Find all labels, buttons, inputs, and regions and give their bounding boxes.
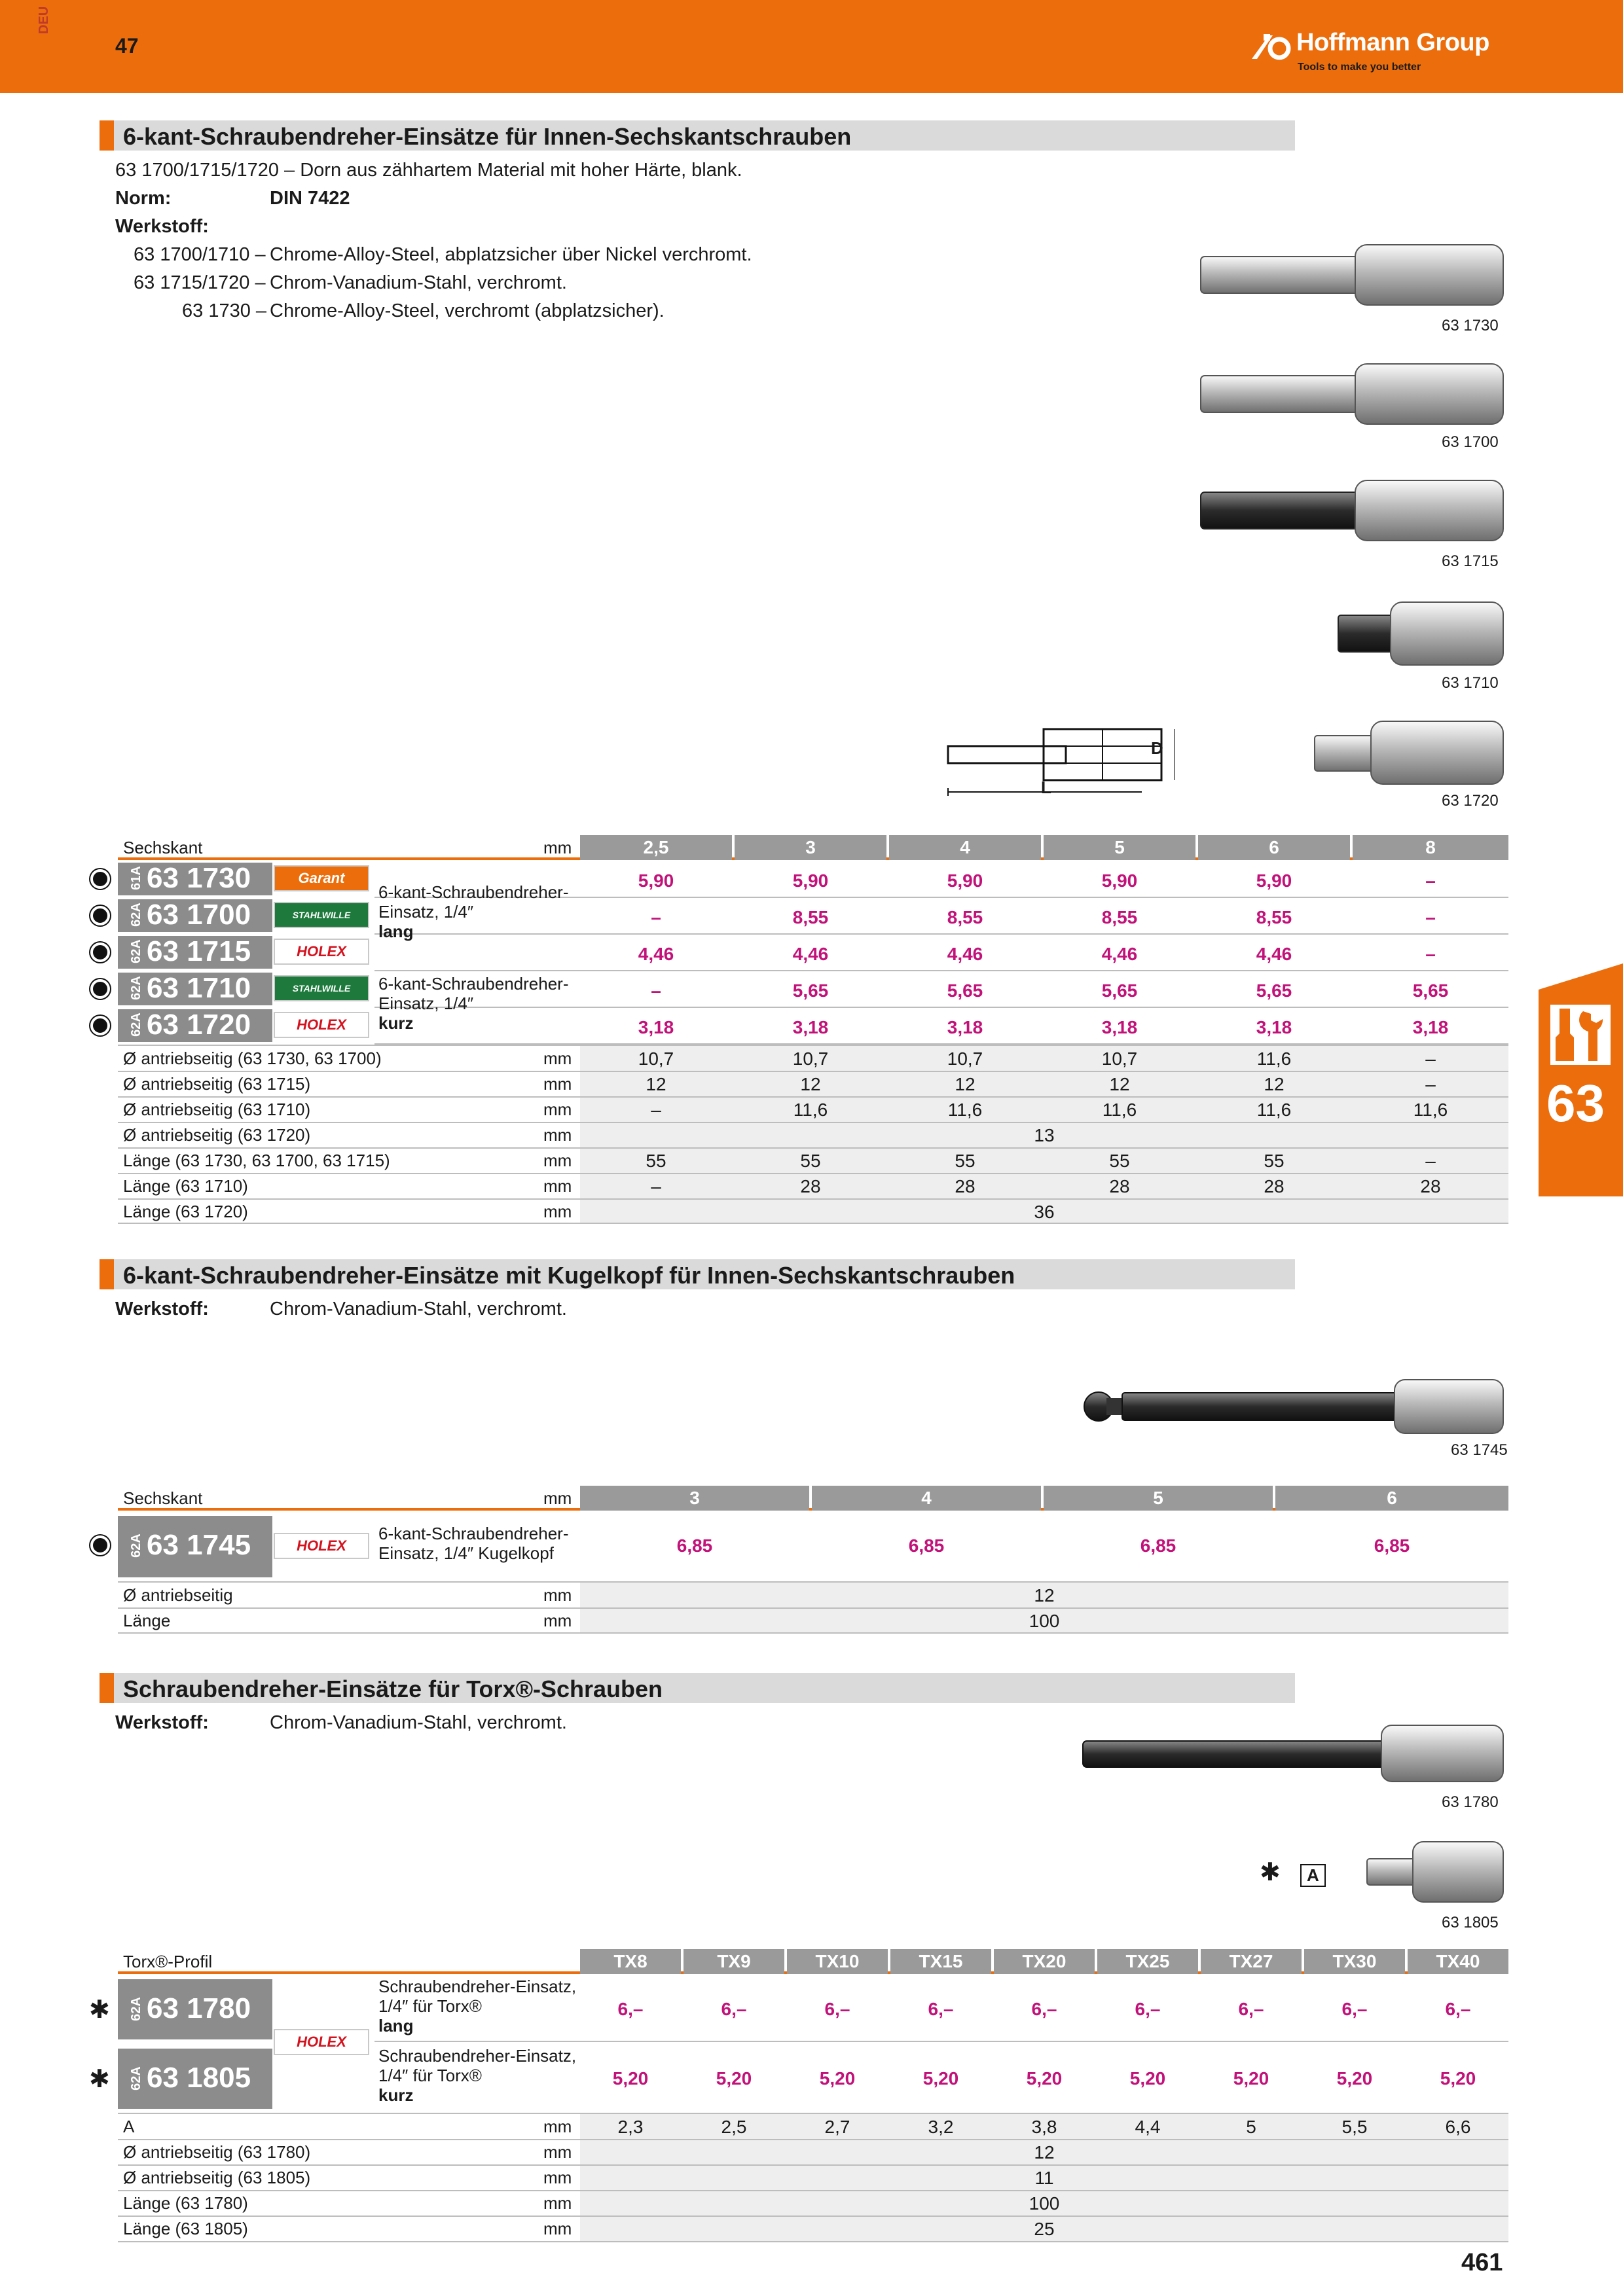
article-description [378, 2046, 576, 2105]
price-cell: 5,90 [947, 870, 983, 891]
spec-value: 11,6 [1102, 1100, 1137, 1120]
article-number: 63 1700 [147, 899, 251, 931]
price-cell: 6,– [1031, 1999, 1057, 2019]
unit-label: mm [543, 1585, 572, 1605]
size-header: 2,5 [580, 835, 732, 860]
description-line: Schraubendreher-Einsatz, [378, 1977, 577, 1996]
article-description [378, 882, 569, 941]
catalog-page-number: 47 [115, 34, 139, 58]
spec-value: 3,2 [928, 2117, 954, 2137]
image-caption: 63 1780 [1442, 1793, 1499, 1811]
size-header: TX40 [1408, 1949, 1508, 1974]
price-cell: 3,18 [1256, 1017, 1292, 1037]
row-divider [118, 2190, 1508, 2191]
spec-value: – [1425, 1049, 1436, 1069]
price-cell: 5,65 [1412, 980, 1449, 1001]
price-cell: 6,85 [676, 1535, 713, 1556]
technical-drawing [945, 723, 1175, 801]
description-line: 1/4″ für Torx® [378, 1996, 482, 2016]
unit-label: mm [543, 1100, 572, 1119]
spec-label: Länge (63 1720) [123, 1202, 248, 1221]
torx-star-icon: ✱ [1260, 1859, 1281, 1886]
spec-value-span: 100 [1029, 1611, 1060, 1631]
spec-label: Ø antriebseitig (63 1805) [123, 2168, 311, 2187]
row-divider [118, 1122, 1508, 1123]
image-caption: 63 1700 [1442, 433, 1499, 451]
price-cell: 8,55 [1256, 907, 1292, 927]
row-divider [118, 1581, 1508, 1583]
spec-value-span: 25 [1034, 2219, 1055, 2239]
brand-logo-holex: HOLEX [274, 2029, 369, 2055]
spec-value: – [651, 1176, 661, 1196]
price-cell: 4,46 [1101, 944, 1138, 964]
price-cell: 5,65 [947, 980, 983, 1001]
price-cell: 6,– [928, 1999, 954, 2019]
spec-value: – [651, 1100, 661, 1120]
price-cell: 5,65 [792, 980, 829, 1001]
article-number-box[interactable] [118, 936, 272, 969]
brand-logo-holex: HOLEX [274, 1012, 369, 1038]
spec-value: 10,7 [1101, 1049, 1138, 1069]
unit-label: mm [543, 2117, 572, 2136]
price-cell: 8,55 [1101, 907, 1138, 927]
size-header: TX27 [1201, 1949, 1302, 1974]
size-header: 3 [580, 1486, 809, 1511]
chapter-number: 63 [1546, 1074, 1605, 1132]
description-line: kurz [378, 2085, 414, 2105]
drawing-label-a: A [1300, 1864, 1326, 1887]
row-divider [118, 2241, 1508, 2242]
spec-label: Ø antriebseitig (63 1715) [123, 1074, 311, 1094]
price-cell: 6,– [1445, 1999, 1471, 2019]
spec-label: A [123, 2117, 135, 2136]
price-cell: – [651, 980, 661, 1001]
row-divider [118, 2215, 1508, 2217]
price-cell: – [651, 907, 661, 927]
brand-name: Hoffmann Group [1296, 29, 1489, 56]
price-cell: 5,20 [819, 2068, 856, 2089]
description-line: 1/4″ für Torx® [378, 2066, 482, 2085]
article-number-box[interactable] [118, 973, 272, 1005]
material-ref: 63 1700/1710 – [134, 244, 266, 265]
unit-label: mm [543, 1074, 572, 1094]
article-number-box[interactable] [118, 1979, 272, 2039]
unit-label: mm [543, 1202, 572, 1221]
page-number: 461 [1461, 2249, 1503, 2276]
size-header: TX30 [1304, 1949, 1405, 1974]
size-header: TX20 [994, 1949, 1095, 1974]
row-divider [118, 1198, 1508, 1200]
description-line: Einsatz, 1/4″ [378, 994, 474, 1013]
price-cell: 4,46 [1256, 944, 1292, 964]
spec-label: Länge (63 1710) [123, 1176, 248, 1196]
size-header: TX25 [1097, 1949, 1198, 1974]
price-cell: 8,55 [947, 907, 983, 927]
material-ref: 63 1730 – [182, 300, 267, 321]
description-line: kurz [378, 1013, 414, 1033]
spec-value: 10,7 [947, 1049, 983, 1069]
article-prefix: 62A [128, 2066, 143, 2090]
spec-value: 11,6 [1413, 1100, 1448, 1120]
torx-long-socket-image [1080, 1723, 1506, 1784]
image-caption: 63 1715 [1442, 552, 1499, 570]
article-prefix: 62A [128, 1013, 143, 1037]
price-cell: 5,20 [1440, 2068, 1476, 2089]
price-cell: 6,85 [908, 1535, 945, 1556]
image-caption: 63 1805 [1442, 1914, 1499, 1931]
size-header: TX9 [684, 1949, 784, 1974]
row-divider [118, 2164, 1508, 2166]
price-cell: 3,18 [792, 1017, 829, 1037]
spec-value-span: 100 [1029, 2193, 1060, 2214]
article-number: 63 1745 [147, 1529, 251, 1561]
section3-title-text: Schraubendreher-Einsätze für Torx®-Schrauben [123, 1676, 663, 1702]
availability-dot [90, 1535, 110, 1555]
price-cell: – [1425, 944, 1436, 964]
table-head-label: Torx®-Profil [123, 1952, 213, 1971]
spec-value: 11,6 [793, 1100, 828, 1120]
price-cell: 6,85 [1374, 1535, 1410, 1556]
image-caption: 63 1710 [1442, 674, 1499, 692]
article-number: 63 1710 [147, 972, 251, 1004]
price-cell: 5,20 [716, 2068, 752, 2089]
row-divider [118, 1607, 1508, 1609]
section2-title [100, 1259, 1295, 1289]
row-divider [118, 1071, 1508, 1072]
unit-label: mm [543, 1488, 572, 1508]
availability-dot [90, 979, 110, 999]
spec-value: – [1425, 1151, 1436, 1171]
drawing-label-d: D [1151, 738, 1163, 758]
unit-label: mm [543, 1125, 572, 1145]
description-line: Schraubendreher-Einsatz, [378, 2046, 577, 2066]
drawing-label-l: L [1041, 778, 1051, 797]
article-number: 63 1715 [147, 935, 251, 967]
socket-long-image [1198, 242, 1506, 308]
spec-value: 12 [800, 1074, 821, 1094]
description-line: lang [378, 922, 414, 941]
spec-value: 28 [1109, 1176, 1130, 1196]
brand-logo-stahlwille: STAHLWILLE [274, 975, 369, 1001]
spec-value-span: 12 [1034, 2142, 1055, 2162]
row-divider [374, 2041, 1508, 2042]
row-divider [118, 2113, 1508, 2114]
brand-logo-holex: HOLEX [274, 939, 369, 965]
spec-label: Länge (63 1805) [123, 2219, 248, 2238]
availability-dot [90, 869, 110, 889]
price-cell: 6,– [721, 1999, 747, 2019]
spec-value: 55 [1109, 1151, 1130, 1171]
spec-value: 10,7 [792, 1049, 829, 1069]
price-cell: 3,18 [638, 1017, 674, 1037]
material-label: Werkstoff: [115, 1299, 209, 1319]
spec-label: Länge (63 1780) [123, 2193, 248, 2213]
availability-dot [90, 906, 110, 925]
spec-label: Länge (63 1730, 63 1700, 63 1715) [123, 1151, 390, 1170]
article-prefix: 62A [128, 976, 143, 1000]
socket-short-image [1336, 600, 1506, 668]
material-text: Chrom-Vanadium-Stahl, verchromt. [270, 1299, 567, 1319]
spec-value: 12 [646, 1074, 666, 1094]
spec-value: 12 [1109, 1074, 1130, 1094]
spec-label: Ø antriebseitig (63 1730, 63 1700) [123, 1049, 382, 1068]
price-cell: 3,18 [947, 1017, 983, 1037]
price-cell: 5,20 [1336, 2068, 1373, 2089]
brand-logo-stahlwille: STAHLWILLE [274, 902, 369, 928]
row-divider [118, 1173, 1508, 1174]
article-number: 63 1805 [147, 2062, 251, 2094]
spec-value: 11,6 [1256, 1049, 1292, 1069]
row-divider [118, 2139, 1508, 2140]
screwdriver-wrench-icon [1550, 1005, 1611, 1065]
spec-value: 2,3 [617, 2117, 644, 2137]
unit-label: mm [543, 1176, 572, 1196]
price-cell: 5,90 [1256, 870, 1292, 891]
image-caption: 63 1730 [1442, 317, 1499, 334]
price-cell: 6,– [824, 1999, 850, 2019]
material-text: Chrome-Alloy-Steel, verchromt (abplatzsicher). [270, 300, 665, 321]
price-cell: 5,90 [1101, 870, 1138, 891]
spec-value: 55 [646, 1151, 666, 1171]
section3-title [100, 1673, 1295, 1703]
price-cell: 6,– [1135, 1999, 1161, 2019]
price-cell: 5,90 [792, 870, 829, 891]
spec-value: 12 [1264, 1074, 1285, 1094]
size-header: 6 [1198, 835, 1350, 860]
size-header: 4 [812, 1486, 1041, 1511]
price-cell: 5,65 [1256, 980, 1292, 1001]
spec-value: 28 [955, 1176, 976, 1196]
price-cell: 3,18 [1412, 1017, 1449, 1037]
unit-label: mm [543, 1151, 572, 1170]
article-number-box[interactable] [118, 2049, 272, 2109]
price-cell: 6,85 [1140, 1535, 1176, 1556]
unit-label: mm [543, 1049, 572, 1068]
spec-label: Ø antriebseitig (63 1720) [123, 1125, 311, 1145]
unit-label: mm [543, 2193, 572, 2213]
brand-logo[interactable] [1244, 26, 1519, 79]
price-cell: 3,18 [1101, 1017, 1138, 1037]
spec-value: 55 [1264, 1151, 1285, 1171]
size-header: 5 [1044, 1486, 1273, 1511]
price-cell: – [1425, 907, 1436, 927]
socket-long-image [1198, 361, 1506, 427]
article-number-box[interactable] [118, 1516, 272, 1577]
brand-tagline: Tools to make you better [1298, 62, 1421, 73]
size-header: 3 [735, 835, 886, 860]
brand-logo-holex: HOLEX [274, 1533, 369, 1559]
size-header: TX8 [580, 1949, 681, 1974]
size-header: 4 [889, 835, 1041, 860]
spec-value: 55 [800, 1151, 821, 1171]
description-line: Einsatz, 1/4″ [378, 902, 474, 922]
size-header: 6 [1275, 1486, 1508, 1511]
price-cell: – [1425, 870, 1436, 891]
spec-value-span: 11 [1034, 2168, 1054, 2188]
description-line: 6-kant-Schraubendreher- [378, 882, 569, 902]
material-ref: 63 1715/1720 – [134, 272, 266, 293]
section1-title [100, 120, 1295, 151]
price-cell: 6,– [1341, 1999, 1368, 2019]
spec-value: 5,5 [1341, 2117, 1368, 2137]
spec-value: 12 [955, 1074, 976, 1094]
spec-label: Ø antriebseitig [123, 1585, 233, 1605]
socket-long-image [1198, 478, 1506, 543]
size-header: TX10 [787, 1949, 888, 1974]
size-header: TX15 [890, 1949, 991, 1974]
spec-label: Ø antriebseitig (63 1780) [123, 2142, 311, 2162]
spec-value-span: 36 [1034, 1202, 1055, 1222]
spec-value: 5 [1246, 2117, 1256, 2137]
description-line: lang [378, 2016, 414, 2036]
spec-value: 10,7 [638, 1049, 674, 1069]
region-code: DEU [37, 6, 51, 34]
spec-value: 11,6 [947, 1100, 983, 1120]
spec-value: 28 [1264, 1176, 1285, 1196]
row-divider [118, 1096, 1508, 1098]
price-cell: 5,65 [1101, 980, 1138, 1001]
article-number-box[interactable] [118, 863, 272, 895]
price-cell: 5,20 [1233, 2068, 1269, 2089]
spec-value: – [1425, 1074, 1436, 1094]
spec-value: 6,6 [1445, 2117, 1471, 2137]
image-caption: 63 1720 [1442, 792, 1499, 810]
price-cell: 4,46 [638, 944, 674, 964]
article-prefix: 62A [128, 939, 143, 963]
norm-value: DIN 7422 [270, 188, 350, 209]
availability-dot [90, 942, 110, 962]
spec-label: Ø antriebseitig (63 1710) [123, 1100, 311, 1119]
price-cell: 6,– [1238, 1999, 1264, 2019]
spec-value: 11,6 [1256, 1100, 1292, 1120]
article-description [378, 974, 569, 1033]
image-caption: 63 1745 [1451, 1441, 1508, 1459]
unit-label: mm [543, 838, 572, 857]
unit-label: mm [543, 2168, 572, 2187]
spec-value: 4,4 [1135, 2117, 1161, 2137]
spec-value: 28 [800, 1176, 821, 1196]
article-description [378, 1977, 576, 2036]
price-cell: 5,20 [1129, 2068, 1166, 2089]
price-cell: 6,– [617, 1999, 644, 2019]
row-divider [118, 1147, 1508, 1149]
material-text: Chrome-Alloy-Steel, abplatzsicher über Nickel verchromt. [270, 244, 752, 265]
article-number: 63 1730 [147, 862, 251, 894]
article-number: 63 1780 [147, 1992, 251, 2024]
description-line: 6-kant-Schraubendreher- [378, 1524, 569, 1543]
brand-logo-garant: Garant [274, 865, 369, 891]
row-divider [118, 1045, 1508, 1046]
unit-label: mm [543, 2142, 572, 2162]
spec-value: 55 [955, 1151, 976, 1171]
price-cell: 5,20 [612, 2068, 649, 2089]
hoffmann-logo-icon [1249, 30, 1291, 62]
spec-value: 2,7 [824, 2117, 850, 2137]
row-divider [118, 1223, 1508, 1224]
availability-dot [90, 1016, 110, 1035]
article-number: 63 1720 [147, 1009, 251, 1041]
description-line: Einsatz, 1/4″ Kugelkopf [378, 1543, 554, 1563]
ball-end-socket-image [1080, 1378, 1506, 1435]
spec-value-span: 13 [1034, 1125, 1055, 1145]
article-number-box[interactable] [118, 1009, 272, 1042]
socket-short-image [1312, 719, 1506, 787]
article-prefix: 62A [128, 903, 143, 927]
material-text: Chrom-Vanadium-Stahl, verchromt. [270, 272, 567, 293]
section1-intro: 63 1700/1715/1720 – Dorn aus zähhartem Material mit hoher Härte, blank. [115, 160, 742, 181]
article-prefix: 61A [128, 866, 143, 890]
price-cell: 4,46 [947, 944, 983, 964]
torx-star-icon: ✱ [89, 2066, 110, 2093]
unit-label: mm [543, 1611, 572, 1630]
material-label: Werkstoff: [115, 1712, 209, 1733]
material-label: Werkstoff: [115, 216, 209, 237]
article-prefix: 62A [128, 1534, 143, 1558]
price-cell: 5,90 [638, 870, 674, 891]
spec-value: 3,8 [1031, 2117, 1057, 2137]
spec-label: Länge [123, 1611, 171, 1630]
spec-value: 28 [1420, 1176, 1441, 1196]
section1-title-text: 6-kant-Schraubendreher-Einsätze für Innen-Sechskantschrauben [123, 123, 852, 150]
torx-star-icon: ✱ [89, 1996, 110, 2024]
price-cell: 8,55 [792, 907, 829, 927]
row-divider [374, 970, 1508, 971]
size-header: 8 [1353, 835, 1508, 860]
price-cell: 4,46 [792, 944, 829, 964]
description-line: 6-kant-Schraubendreher- [378, 974, 569, 994]
unit-label: mm [543, 2219, 572, 2238]
article-number-box[interactable] [118, 899, 272, 932]
norm-label: Norm: [115, 188, 172, 209]
spec-value-span: 12 [1034, 1585, 1055, 1605]
size-header: 5 [1044, 835, 1195, 860]
article-prefix: 62A [128, 1997, 143, 2021]
table-head-label: Sechskant [123, 838, 203, 857]
table-head-label: Sechskant [123, 1488, 203, 1508]
torx-short-socket-image [1364, 1839, 1506, 1905]
article-description [378, 1524, 569, 1563]
row-divider [118, 1632, 1508, 1634]
material-text: Chrom-Vanadium-Stahl, verchromt. [270, 1712, 567, 1733]
section2-title-text: 6-kant-Schraubendreher-Einsätze mit Kugelkopf für Innen-Sechskantschrauben [123, 1262, 1015, 1289]
price-cell: 5,20 [922, 2068, 959, 2089]
spec-value: 2,5 [721, 2117, 747, 2137]
price-cell: 5,20 [1026, 2068, 1063, 2089]
